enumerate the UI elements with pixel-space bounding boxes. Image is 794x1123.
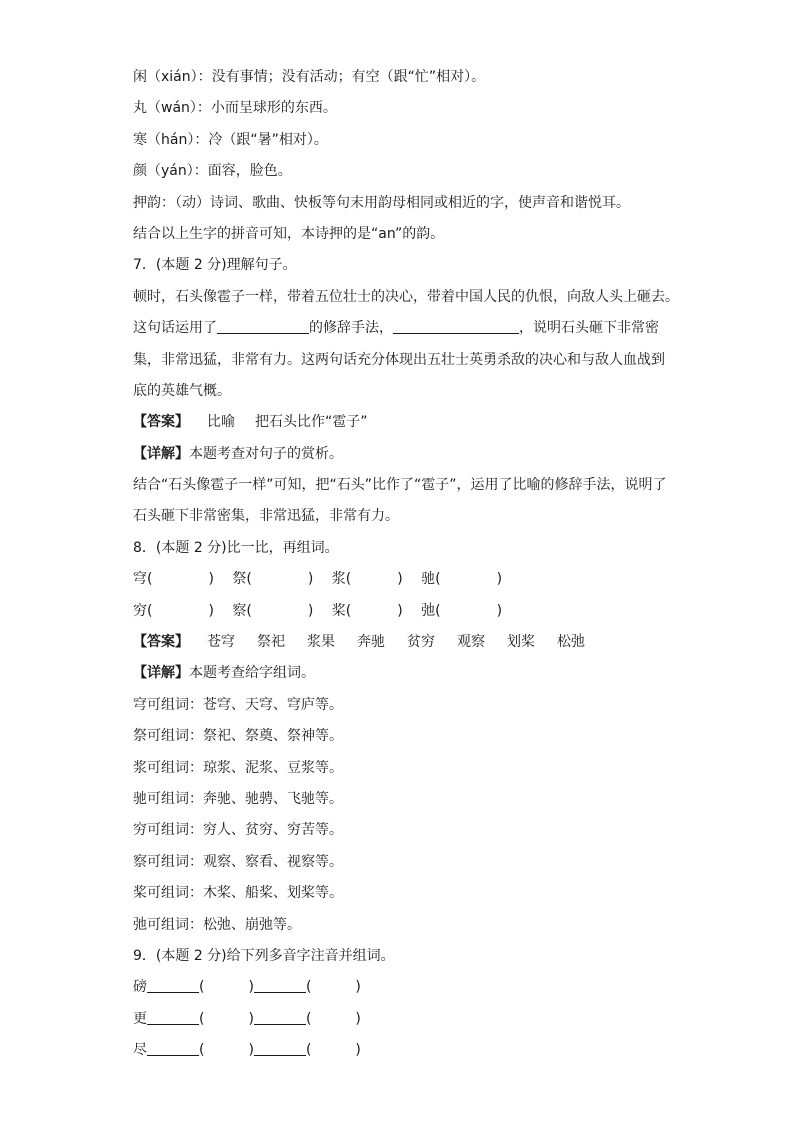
char-prompt: 察( bbox=[232, 602, 252, 619]
blank-word[interactable] bbox=[147, 1039, 199, 1056]
blank-explanation[interactable] bbox=[393, 317, 519, 334]
question-8-row: 穷( ) 察( ) 桨( ) 弛( ) bbox=[133, 602, 503, 619]
answer-item: 贫穷 bbox=[407, 634, 435, 651]
answer-item: 奔驰 bbox=[357, 634, 385, 651]
question-7-continue: 集，非常迅猛，非常有力。这两句话充分体现出五壮士英勇杀敌的决心和与敌人血战到 bbox=[133, 351, 665, 368]
detail-text: 本题考查给字组词。 bbox=[189, 665, 315, 682]
explain-line: 穷可组词：穷人、贫穷、穷苦等。 bbox=[133, 822, 343, 839]
blank-word[interactable] bbox=[147, 976, 199, 993]
char-prompt: 弛( bbox=[421, 602, 441, 619]
char-prompt: 祭( bbox=[232, 571, 252, 588]
polyphone-row: 磅 ( ) ( ) bbox=[133, 972, 673, 1003]
explain-line: 弛可组词：松弛、崩弛等。 bbox=[133, 916, 301, 933]
question-7-continue: 底的英雄气概。 bbox=[133, 382, 231, 399]
question-8-answer bbox=[133, 627, 673, 658]
blank-word[interactable] bbox=[254, 1039, 306, 1056]
question-7-explain: 结合“石头像雹子一样”可知，把“石头”比作了“雹子”，运用了比喻的修辞手法，说明了 bbox=[133, 477, 667, 494]
answer-item: 苍穹 bbox=[207, 634, 235, 651]
question-7-title: 7．(本题 2 分)理解句子。 bbox=[133, 257, 297, 274]
definition-line: 闲（xián）：没有事情；没有活动；有空（跟“忙”相对）。 bbox=[133, 69, 486, 85]
definition-line: 押韵：（动）诗词、歌曲、快板等句末用韵母相同或相近的字，使声音和谐悦耳。 bbox=[133, 194, 630, 211]
detail-tag: 【详解】 bbox=[133, 445, 189, 462]
char-prompt: 浆( bbox=[331, 571, 352, 588]
char-prompt: 穹( bbox=[133, 571, 153, 588]
char-prompt: 驰( bbox=[421, 571, 441, 588]
polyphone-char: 更 bbox=[133, 1010, 147, 1027]
question-7-sentence: 顿时，石头像雹子一样，带着五位壮士的决心，带着中国人民的仇恨，向敌人头上砸去。 bbox=[133, 288, 679, 305]
polyphone-row: 尽 ( ) ( ) bbox=[133, 1035, 673, 1066]
explain-line: 祭可组词：祭祀、祭奠、祭神等。 bbox=[133, 728, 343, 745]
definition-line: 丸（wán）：小而呈球形的东西。 bbox=[133, 100, 337, 117]
answer-item: 祭祀 bbox=[257, 634, 285, 651]
definition-line: 颜（yán）：面容，脸色。 bbox=[133, 163, 292, 180]
blank-rhetoric[interactable] bbox=[217, 317, 309, 334]
question-9-title: 9．(本题 2 分)给下列多音字注音并组词。 bbox=[133, 947, 395, 964]
polyphone-char: 尽 bbox=[133, 1042, 147, 1059]
char-prompt: 穷( bbox=[133, 602, 153, 619]
question-8-detail bbox=[133, 658, 673, 689]
answer-item: 划桨 bbox=[507, 634, 535, 651]
answer-item: 浆果 bbox=[307, 634, 335, 651]
answer-tag: 【答案】 bbox=[133, 414, 189, 431]
answer-item: 比喻 bbox=[207, 414, 235, 431]
explain-line: 桨可组词：木桨、船桨、划桨等。 bbox=[133, 885, 343, 902]
document-page bbox=[133, 62, 679, 1067]
question-7-detail bbox=[133, 439, 673, 470]
blank-word[interactable] bbox=[254, 976, 306, 993]
question-7-answer bbox=[133, 407, 673, 438]
question-7-fill-line bbox=[133, 313, 673, 344]
answer-item: 把石头比作“雹子” bbox=[255, 414, 368, 431]
char-prompt: 桨( bbox=[331, 602, 352, 619]
definition-line: 寒（hán）：冷（跟“暑”相对）。 bbox=[133, 131, 328, 148]
explain-line: 穹可组词：苍穹、天穹、穹庐等。 bbox=[133, 696, 343, 713]
question-8-row: 穹( ) 祭( ) 浆( ) 驰( ) bbox=[133, 571, 503, 588]
blank-word[interactable] bbox=[254, 1008, 306, 1025]
detail-text: 本题考查对句子的赏析。 bbox=[189, 445, 343, 462]
polyphone-row: 更 ( ) ( ) bbox=[133, 1004, 673, 1035]
answer-item: 观察 bbox=[457, 634, 485, 651]
summary-line: 结合以上生字的拼音可知，本诗押的是“an”的韵。 bbox=[133, 225, 445, 242]
question-7-explain: 石头砸下非常密集，非常迅猛，非常有力。 bbox=[133, 508, 399, 525]
polyphone-char: 磅 bbox=[133, 979, 147, 996]
explain-line: 浆可组词：琼浆、泥浆、豆浆等。 bbox=[133, 759, 343, 776]
fill-text: ，说明石头砸下非常密 bbox=[519, 320, 659, 337]
fill-text: 的修辞手法， bbox=[309, 320, 393, 337]
question-8-title: 8．(本题 2 分)比一比，再组词。 bbox=[133, 539, 339, 556]
fill-text: 这句话运用了 bbox=[133, 320, 217, 337]
answer-tag: 【答案】 bbox=[133, 634, 189, 651]
explain-line: 察可组词：观察、察看、视察等。 bbox=[133, 853, 343, 870]
explain-line: 驰可组词：奔驰、驰骋、飞驰等。 bbox=[133, 790, 343, 807]
detail-tag: 【详解】 bbox=[133, 665, 189, 682]
answer-item: 松弛 bbox=[557, 634, 585, 651]
blank-word[interactable] bbox=[147, 1008, 199, 1025]
